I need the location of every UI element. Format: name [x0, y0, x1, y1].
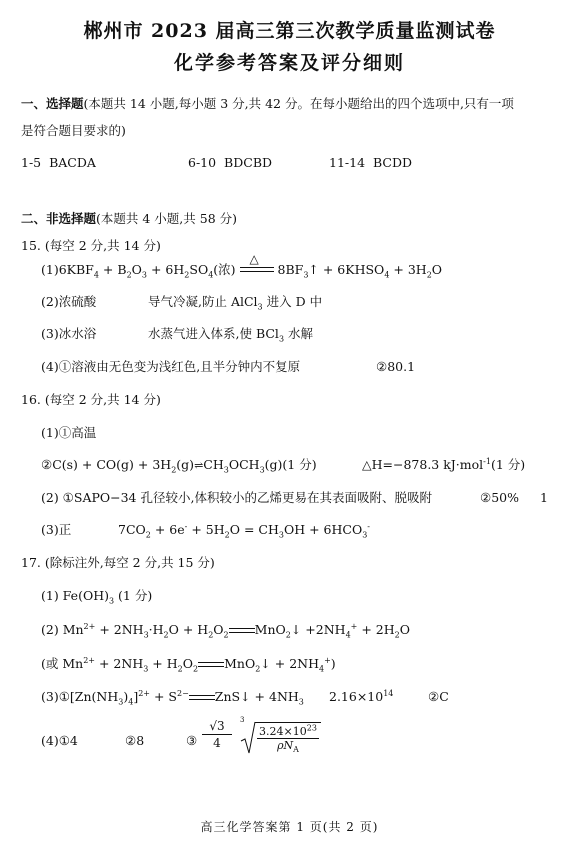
q17-answer2-alt: (或 $Mn^{2+} + 2NH_3 + H_2O_2$ MnO$_2$↓ + $2NH_4^+$)	[41, 655, 336, 674]
page-title: 郴州市 2023 届高三第三次教学质量监测试卷	[83, 20, 496, 42]
q15-answer4-value: ②80.1	[376, 359, 416, 374]
fraction-denominator: 4	[213, 736, 221, 750]
answer-range-1: 1-5	[21, 155, 42, 170]
q16-enthalpy-score: (1 分)	[490, 457, 526, 472]
q16-answer2: (2) ①SAPO−34 孔径较小,体积较小的乙烯更易在其表面吸附、脱吸附	[41, 490, 432, 505]
heat-symbol: △	[249, 251, 259, 266]
q17-answer1-score: (1 分)	[118, 588, 153, 603]
q17-answer4-v2: ②8	[125, 733, 145, 748]
q15-header: 15. (每空 2 分,共 14 分)	[21, 238, 161, 253]
heating-condition-arrow	[240, 251, 274, 277]
answer-group-1	[21, 155, 96, 171]
q15-answer2-tail: 进入 D 中	[262, 294, 323, 309]
q15-equation: $(1)6KBF_4 + B_2O_3 + 6H_2SO_4$(浓) △ $8BF_3↑$ + $6KHSO_4 + 3H_2O$	[41, 251, 443, 280]
root-numerator-text: 3.24×10	[259, 725, 307, 738]
answer-group-2	[188, 155, 272, 171]
section2-desc: (本题共 4 小题,共 58 分)	[96, 211, 237, 226]
q17-answer4-label: (4)①4	[41, 733, 78, 748]
root-fraction	[257, 723, 319, 755]
q15-answer3-text: 水蒸气进入体系,使 BCl	[148, 326, 279, 341]
q17-answer4-v3: ③	[186, 733, 198, 748]
section1-desc-line1: (本题共 14 小题,每小题 3 分,共 42 分。在每小题给出的四个选项中,只有一项	[83, 96, 514, 111]
fraction-numerator: √3	[202, 719, 232, 735]
q16-answer2-v2: ②50%	[480, 490, 519, 505]
q16-answer3-label: (3)正	[41, 522, 72, 537]
q15-answer3: 水蒸气进入体系,使 BCl$_3$ 水解	[148, 326, 314, 344]
q15-answer2-label: (2)浓硫酸	[41, 294, 97, 309]
page-subtitle: 化学参考答案及评分细则	[173, 52, 405, 74]
root-index: 3	[240, 716, 245, 724]
q15-answer3-label: (3)冰水浴	[41, 326, 97, 341]
q17-header: 17. (除标注外,每空 2 分,共 15 分)	[21, 555, 215, 570]
q16-answer1: (1)①高温	[41, 425, 97, 440]
page-footer: 高三化学答案第 1 页(共 2 页)	[200, 820, 379, 834]
q17-answer3-label: (3)①	[41, 689, 70, 704]
q16-enthalpy: △H=−878.3 kJ·mol$^{-1}$(1 分)	[362, 456, 526, 472]
radical-sign-icon	[240, 721, 256, 755]
q15-eq-part1: (1)6KBF	[41, 262, 94, 277]
section1-heading: 一、选择题	[21, 96, 84, 111]
q17-answer3-k: $2.16\times 10^{14}$	[329, 688, 394, 704]
root-numerator: $3.24\times 10^{23}$	[257, 725, 319, 739]
section2-line	[21, 211, 237, 227]
answer-value-1: BACDA	[49, 155, 96, 170]
q17-answer3-c: ②C	[428, 689, 449, 704]
answer-group-3	[329, 155, 412, 171]
q16-equation: ②C(s) + $CO(g) + 3H_2(g)\rightleftharpoons CH_3OCH_3(g)(1$ 分)	[41, 457, 317, 475]
q17-answer3-k-value: 2.16×10	[329, 689, 384, 704]
q17-answer1-text: (1) Fe(OH)	[41, 588, 109, 603]
q15-answer3-tail: 水解	[284, 326, 314, 341]
q16-answer3-equation: $7CO_2 + 6e^- + 5H_2O = CH_3OH + 6HCO_3^-$	[118, 521, 370, 540]
q17-answer2-alt-label: (或	[41, 656, 59, 671]
q16-enthalpy-value: △H=−878.3 kJ·mol	[362, 457, 484, 472]
section2-heading: 二、非选择题	[21, 211, 97, 226]
q15-answer2-text: 导气冷凝,防止 AlCl	[148, 294, 258, 309]
root-denominator-text: ρN	[277, 739, 294, 752]
q16-answer2-v3: 1	[540, 490, 548, 505]
q17-answer2-label: (2)	[41, 622, 59, 637]
q17-answer3: $(3)①[Zn(NH_3)_4]^{2+} + S^{2-}$ ZnS↓ + $4NH_3$	[41, 688, 304, 707]
q16-header: 16. (每空 2 分,共 14 分)	[21, 392, 161, 407]
answer-value-2: BDCBD	[224, 155, 273, 170]
q17-answer1: (1) $Fe(OH)_3$ (1 分)	[41, 588, 153, 606]
answer-range-3: 11-14	[329, 155, 366, 170]
q15-answer2: 导气冷凝,防止 AlCl$_3$ 进入 D 中	[148, 294, 323, 312]
fraction-sqrt3-over-4	[202, 719, 232, 750]
answer-value-3: BCDD	[373, 155, 413, 170]
root-denominator: $\rho N_A$	[277, 739, 299, 755]
q17-answer2: (2) $Mn^{2+} + 2NH_3\cdot H_2O + H_2O_2$ MnO$_2$↓ $+2NH_4^+ + 2H_2O$	[41, 621, 410, 640]
q16-eq-score: (1 分)	[282, 457, 317, 472]
q15-answer4-label: (4)①溶液由无色变为浅红色,且半分钟内不复原	[41, 359, 301, 374]
section1-line1	[21, 96, 514, 112]
answer-range-2: 6-10	[188, 155, 217, 170]
equals-double-line	[189, 693, 215, 703]
section1-desc-line2: 是符合题目要求的)	[21, 123, 126, 138]
q15-eq-part2: + B	[98, 262, 127, 277]
equals-double-line	[229, 626, 255, 636]
equals-double-line	[198, 660, 224, 670]
